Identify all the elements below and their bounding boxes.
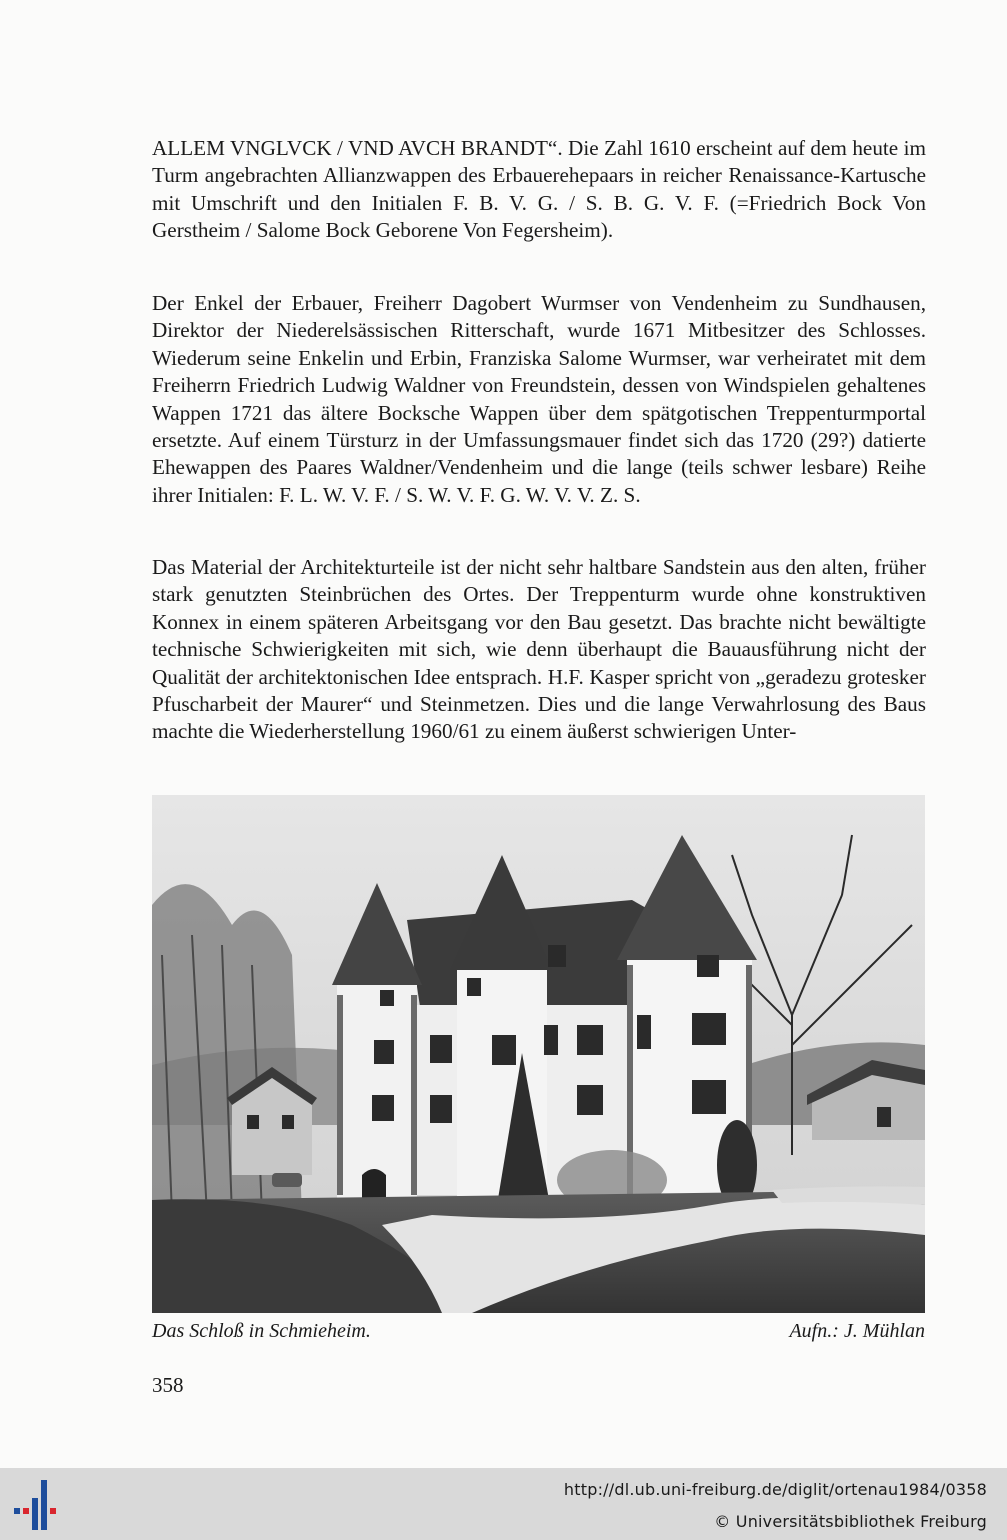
- paragraph-2: Der Enkel der Erbauer, Freiherr Dagobert Wurmser von Vendenheim zu Sundhausen, Direktor der Niederelsässischen Ritterschaft, wurde 1671 Mitbesitzer des Schlosses. Wiederum seine Enkelin und Erbin, Franziska Salome Wurmser, war verheiratet mit dem Freiherrn Friedrich Ludwig Waldner von Freundstein, dessen von Windspielen gehaltenes Wappen 1721 das ältere Bocksche Wappen über dem spätgotischen Treppenturmportal ersetzte. Auf einem Türsturz in der Umfassungsmauer findet sich das 1720 (29?) datierte Ehewappen des Paares Waldner/Vendenheim und die lange (teils schwer lesbare) Reihe ihrer Initialen: F. L. W. V. F. / S. W. V. F. G. W. V. V. Z. S.: [152, 291, 926, 507]
- digital-library-link[interactable]: http://dl.ub.uni-freiburg.de/diglit/ortenau1984/0358: [563, 1480, 987, 1499]
- ub-freiburg-logo-icon: [12, 1478, 62, 1532]
- paragraph-1: ALLEM VNGLVCK / VND AVCH BRANDT“. Die Zahl 1610 erscheint auf dem heute im Turm angebrachten Allianzwappen des Erbauerehepaars in reicher Renaissance-Kartusche mit Umschrift und den Initialen F. B. V. G. / S. B. G. V. F. (=Friedrich Bock Von Gerstheim / Salome Bock Geborene Von Fegersheim).: [152, 136, 926, 243]
- figure-caption: Das Schloß in Schmieheim.: [152, 1320, 371, 1342]
- page-number: 358: [152, 1373, 184, 1397]
- castle-photograph: [152, 795, 925, 1313]
- copyright-notice: © Universitätsbibliothek Freiburg: [714, 1512, 987, 1531]
- paragraph-3: Das Material der Architekturteile ist der nicht sehr haltbare Sandstein aus den alten, früher stark genutzten Steinbrüchen des Ortes. Der Treppenturm wurde ohne konstruktiven Konnex in einem späteren Arbeitsgang vor den Bau gesetzt. Das brachte nicht bewältigte technische Schwierigkeiten mit sich, wie denn überhaupt die Bauausführung nicht der Qualität der architektonischen Idee entsprach. H.F. Kasper spricht von „geradezu grotesker Pfuscharbeit der Maurer“ und Steinmetzen. Dies und die lange Verwahrlosung des Baus machte die Wiederherstellung 1960/61 zu einem äußerst schwierigen Unter-: [152, 555, 926, 744]
- photo-credit: Aufn.: J. Mühlan: [789, 1320, 925, 1342]
- library-footer: [0, 1468, 1007, 1540]
